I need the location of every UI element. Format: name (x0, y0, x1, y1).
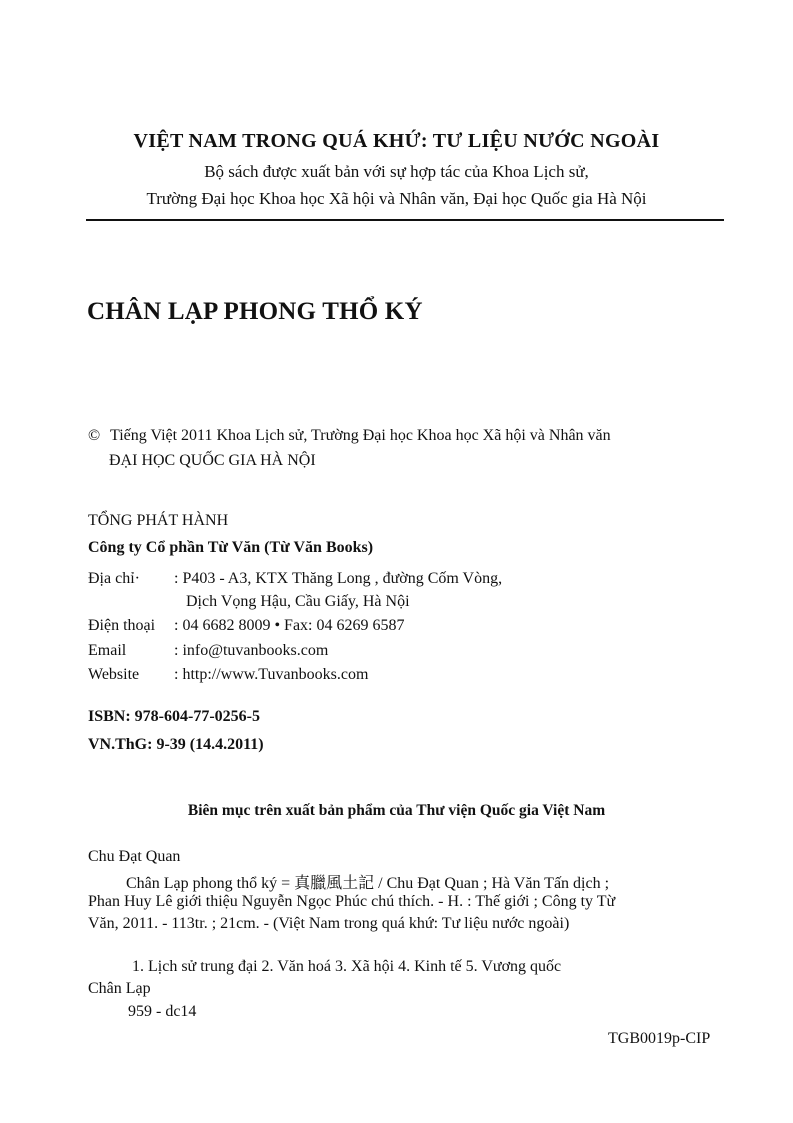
copyright-line-2: ĐẠI HỌC QUỐC GIA HÀ NỘI (109, 452, 316, 469)
cip-entry-line-2: Phan Huy Lê giới thiệu Nguyễn Ngọc Phúc chú thích. - H. : Thế giới ; Công ty Từ (88, 893, 616, 910)
email-label: Email (88, 642, 127, 659)
cip-entry-line-3: Văn, 2011. - 113tr. ; 21cm. - (Việt Nam trong quá khứ: Tư liệu nước ngoài) (88, 915, 570, 932)
cip-subjects-line-1: 1. Lịch sử trung đại 2. Văn hoá 3. Xã hội 4. Kinh tế 5. Vương quốc (132, 958, 562, 975)
copyright-symbol: © (88, 427, 101, 444)
cip-entry-line-1: Chân Lạp phong thổ ký = 真臘風土記 / Chu Đạt Quan ; Hà Văn Tấn dịch ; (126, 875, 610, 892)
cip-code: TGB0019p-CIP (608, 1030, 711, 1047)
cip-heading: Biên mục trên xuất bản phẩm của Thư viện Quốc gia Việt Nam (187, 802, 606, 819)
phone-label: Điện thoại (88, 617, 156, 634)
distributor-company: Công ty Cổ phần Từ Văn (Từ Văn Books) (88, 539, 374, 556)
header-divider (86, 219, 724, 221)
website-label: Website (88, 666, 140, 683)
cip-subjects-line-2: Chân Lạp (88, 980, 151, 997)
cip-classification: 959 - dc14 (128, 1003, 197, 1020)
copyright-line-1 (88, 427, 611, 445)
book-title: CHÂN LẠP PHONG THỔ KÝ (87, 298, 423, 325)
series-title: VIỆT NAM TRONG QUÁ KHỨ: TƯ LIỆU NƯỚC NGOÀI (133, 130, 660, 152)
series-subtitle-line-2: Trường Đại học Khoa học Xã hội và Nhân văn, Đại học Quốc gia Hà Nội (146, 189, 647, 208)
website-value[interactable]: : http://www.Tuvanbooks.com (174, 666, 369, 683)
series-subtitle-line-1: Bộ sách được xuất bản với sự hợp tác của Khoa Lịch sử, (204, 162, 589, 181)
isbn: ISBN: 978-604-77-0256-5 (88, 708, 260, 725)
address-line-2: Dịch Vọng Hậu, Cầu Giấy, Hà Nội (186, 593, 410, 610)
address-line-1: : P403 - A3, KTX Thăng Long , đường Cốm Vòng, (174, 570, 503, 587)
address-label: Địa chỉ· (88, 570, 140, 587)
copyright-text: Tiếng Việt 2011 Khoa Lịch sử, Trường Đại học Khoa học Xã hội và Nhân văn (110, 427, 611, 444)
vnthg-code: VN.ThG: 9-39 (14.4.2011) (88, 736, 264, 753)
phone-value: : 04 6682 8009 • Fax: 04 6269 6587 (174, 617, 405, 634)
email-value[interactable]: : info@tuvanbooks.com (174, 642, 329, 659)
cip-author: Chu Đạt Quan (88, 848, 181, 865)
distribution-heading: TỔNG PHÁT HÀNH (88, 512, 229, 529)
